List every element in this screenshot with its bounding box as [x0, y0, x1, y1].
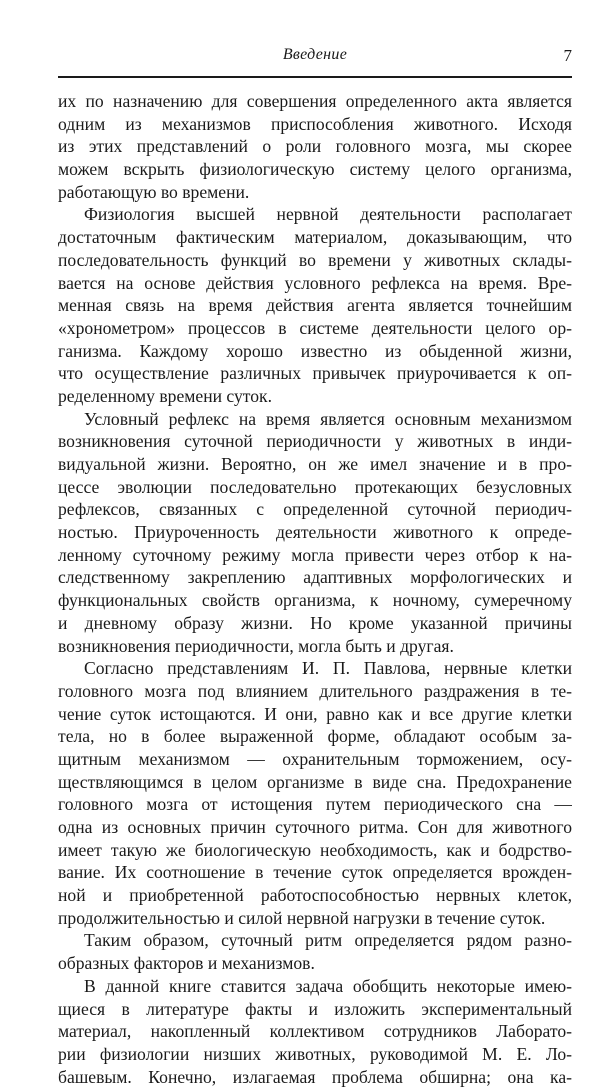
- text-line: тела, но в более выраженной форме, обладают особым за-: [58, 726, 572, 747]
- text-line: щиеся в литературе факты и изложить экспериментальный: [58, 998, 572, 1019]
- header-rule: [58, 76, 572, 78]
- text-line: Таким образом, суточный ритм определяется рядом разно-: [84, 930, 572, 951]
- text-line: видуальной жизни. Вероятно, он же имел значение и в про-: [58, 454, 572, 474]
- text-line: ганизма. Каждому хорошо известно из обыденной жизни,: [58, 340, 572, 361]
- text-line: последовательность функций во времени у животных склады-: [58, 249, 572, 270]
- text-line: ностью. Приуроченность деятельности животного к опреде-: [58, 522, 572, 543]
- text-line: Согласно представлениям И. П. Павлова, нервные клетки: [84, 658, 572, 679]
- text-line: Условный рефлекс на время является основным механизмом: [84, 408, 572, 429]
- text-line: головного мозга под влиянием длительного раздражения в те-: [58, 680, 572, 701]
- text-line: ной и приобретенной работоспособностью нервных клеток,: [58, 885, 572, 906]
- text-line: рефлексов, связанных с определенной суточной периодич-: [58, 499, 572, 520]
- text-line: имеет такую же биологическую необходимость, как и бодрство-: [58, 839, 572, 860]
- text-line: функциональных свойств организма, к ночному, сумеречному: [58, 590, 572, 611]
- page-header: [58, 46, 572, 76]
- text-line: достаточным фактическим материалом, доказывающим, что: [58, 227, 572, 248]
- text-line: вается на основе действия условного рефлекса на время. Вре-: [58, 272, 572, 293]
- text-line: ленному суточному режиму могла привести через отбор к на-: [58, 544, 572, 565]
- text-line: из этих представлений о роли головного мозга, мы скорее: [58, 136, 572, 157]
- text-line: щитным механизмом — охранительным торможением, осу-: [58, 748, 572, 769]
- text-line: их по назначению для совершения определенного акта является: [58, 91, 572, 111]
- text-line: возникновения периодичности, могла быть и другая.: [58, 635, 454, 656]
- text-line: вание. Их соотношение в течение суток определяется врожден-: [58, 862, 572, 883]
- text-line: материал, накопленный коллективом сотрудников Лаборато-: [58, 1021, 572, 1042]
- text-line: можем вскрыть физиологическую систему целого организма,: [58, 159, 572, 180]
- text-line: ществляющимся в целом организме в виде сна. Предохранение: [58, 771, 572, 792]
- text-line: башевым. Конечно, излагаемая проблема обширна; она ка-: [58, 1066, 572, 1087]
- text-line: одним из механизмов приспособления животного. Исходя: [58, 113, 572, 134]
- text-line: чение суток истощаются. И они, равно как и все другие клетки: [58, 703, 572, 724]
- text-line: рии физиологии низших животных, руководимой М. Е. Ло-: [58, 1043, 572, 1064]
- text-line: В данной книге ставится задача обобщить некоторые имею-: [84, 975, 572, 996]
- text-line: головного мозга от истощения путем периодического сна —: [58, 794, 572, 815]
- text-line: работающую во времени.: [58, 181, 250, 202]
- page-number: 7: [563, 46, 572, 65]
- text-line: одна из основных причин суточного ритма. Сон для животного: [58, 817, 572, 837]
- text-line: что осуществление различных привычек приурочивается к оп-: [58, 363, 572, 384]
- text-line: Физиология высшей нервной деятельности располагает: [84, 204, 572, 225]
- text-line: и дневному образу жизни. Но кроме указанной причины: [58, 612, 572, 633]
- text-line: менная связь на время действия агента является точнейшим: [58, 295, 572, 316]
- running-title: Введение: [282, 46, 348, 63]
- text-line: продолжительностью и силой нервной нагрузки в течение суток.: [58, 907, 546, 928]
- text-line: следственному закреплению адаптивных морфологических и: [58, 567, 572, 588]
- body-text: [58, 90, 572, 1088]
- text-line: возникновения суточной периодичности у животных в инди-: [58, 431, 572, 452]
- text-line: ределенному времени суток.: [58, 385, 273, 406]
- text-line: цессе эволюции последовательно протекающих безусловных: [58, 476, 572, 497]
- text-line: образных факторов и механизмов.: [58, 953, 315, 974]
- text-line: «хронометром» процессов в системе деятельности целого ор-: [58, 317, 572, 338]
